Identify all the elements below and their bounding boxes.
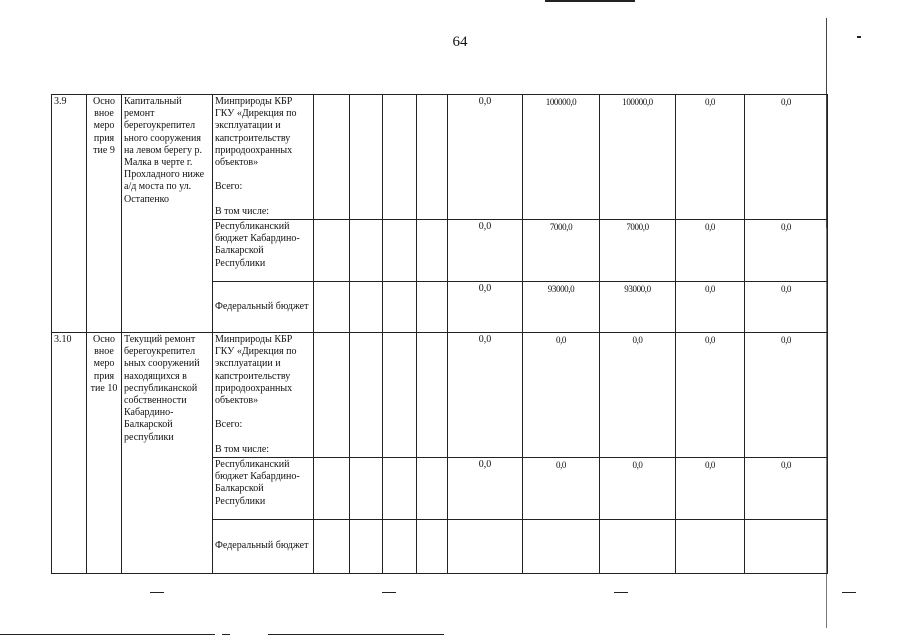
value-cell: 0,0 <box>745 333 828 458</box>
value-cell <box>523 520 600 574</box>
value-cell: 0,0 <box>676 220 745 282</box>
empty-cell <box>314 458 350 520</box>
value-cell: 93000,0 <box>523 282 600 333</box>
scan-artifact-line <box>268 634 444 635</box>
value-cell: 0,0 <box>676 458 745 520</box>
event-title: Текущий ремонт берегоукрепител ьных сооружений находящихся в республиканской собственности Кабардино-Балкарской республики <box>122 333 213 574</box>
empty-cell <box>314 520 350 574</box>
row-number: 3.10 <box>52 333 87 574</box>
value-cell: 0,0 <box>676 95 745 220</box>
empty-cell <box>350 282 383 333</box>
value-cell: 0,0 <box>745 95 828 220</box>
value-cell <box>745 520 828 574</box>
table-row <box>52 333 828 458</box>
empty-cell <box>417 282 448 333</box>
value-cell: 7000,0 <box>600 220 676 282</box>
empty-cell <box>350 220 383 282</box>
executor-cell: Минприроды КБР ГКУ «Дирекция по эксплуатации и капстроительству природоохранных объектов» Всего: В том числе: <box>213 95 314 220</box>
executor-cell: Республиканский бюджет Кабардино-Балкарской Республики <box>213 458 314 520</box>
empty-cell <box>314 282 350 333</box>
value-cell: 0,0 <box>523 333 600 458</box>
value-cell: 0,0 <box>745 458 828 520</box>
empty-cell <box>350 520 383 574</box>
scan-artifact-line <box>222 634 230 635</box>
scan-artifact-line <box>150 592 164 593</box>
empty-cell <box>417 520 448 574</box>
empty-cell <box>417 220 448 282</box>
empty-cell <box>314 95 350 220</box>
value-cell <box>676 520 745 574</box>
value-cell: 0,0 <box>600 333 676 458</box>
executor-cell: Федеральный бюджет <box>213 520 314 574</box>
value-cell: 0,0 <box>676 282 745 333</box>
budget-table <box>51 94 828 574</box>
executor-cell: Республиканский бюджет Кабардино-Балкарской Республики <box>213 220 314 282</box>
page-number: 64 <box>452 34 468 50</box>
empty-cell <box>417 458 448 520</box>
executor-cell: Федеральный бюджет <box>213 282 314 333</box>
table-row <box>52 95 828 220</box>
value-cell: 0,0 <box>600 458 676 520</box>
scan-artifact-line <box>545 0 635 2</box>
empty-cell <box>383 282 417 333</box>
value-cell: 0,0 <box>745 220 828 282</box>
empty-cell <box>417 95 448 220</box>
scan-artifact-line <box>382 592 396 593</box>
row-number: 3.9 <box>52 95 87 333</box>
empty-cell <box>383 458 417 520</box>
scan-artifact-line <box>857 36 861 38</box>
value-cell: 0,0 <box>448 458 523 520</box>
value-cell <box>448 520 523 574</box>
scan-artifact-line <box>614 592 628 593</box>
scan-artifact-line <box>842 592 856 593</box>
value-cell: 100000,0 <box>600 95 676 220</box>
value-cell <box>600 520 676 574</box>
value-cell: 0,0 <box>448 220 523 282</box>
scan-artifact-line <box>0 634 215 635</box>
empty-cell <box>350 333 383 458</box>
value-cell: 100000,0 <box>523 95 600 220</box>
value-cell: 0,0 <box>676 333 745 458</box>
empty-cell <box>383 220 417 282</box>
value-cell: 93000,0 <box>600 282 676 333</box>
executor-cell: Минприроды КБР ГКУ «Дирекция по эксплуатации и капстроительству природоохранных объектов» Всего: В том числе: <box>213 333 314 458</box>
event-kind: Осно вное меро прия тие 9 <box>87 95 122 333</box>
empty-cell <box>417 333 448 458</box>
value-cell: 0,0 <box>448 282 523 333</box>
value-cell: 0,0 <box>523 458 600 520</box>
event-title: Капитальный ремонт берегоукрепител ьного сооружения на левом берегу р. Малка в черте г. Прохладного ниже а/д моста по ул. Остапенко <box>122 95 213 333</box>
empty-cell <box>383 520 417 574</box>
empty-cell <box>350 95 383 220</box>
event-kind: Осно вное меро прия тие 10 <box>87 333 122 574</box>
empty-cell <box>383 333 417 458</box>
empty-cell <box>383 95 417 220</box>
value-cell: 0,0 <box>448 333 523 458</box>
value-cell: 0,0 <box>448 95 523 220</box>
empty-cell <box>314 333 350 458</box>
empty-cell <box>314 220 350 282</box>
value-cell: 7000,0 <box>523 220 600 282</box>
empty-cell <box>350 458 383 520</box>
value-cell: 0,0 <box>745 282 828 333</box>
